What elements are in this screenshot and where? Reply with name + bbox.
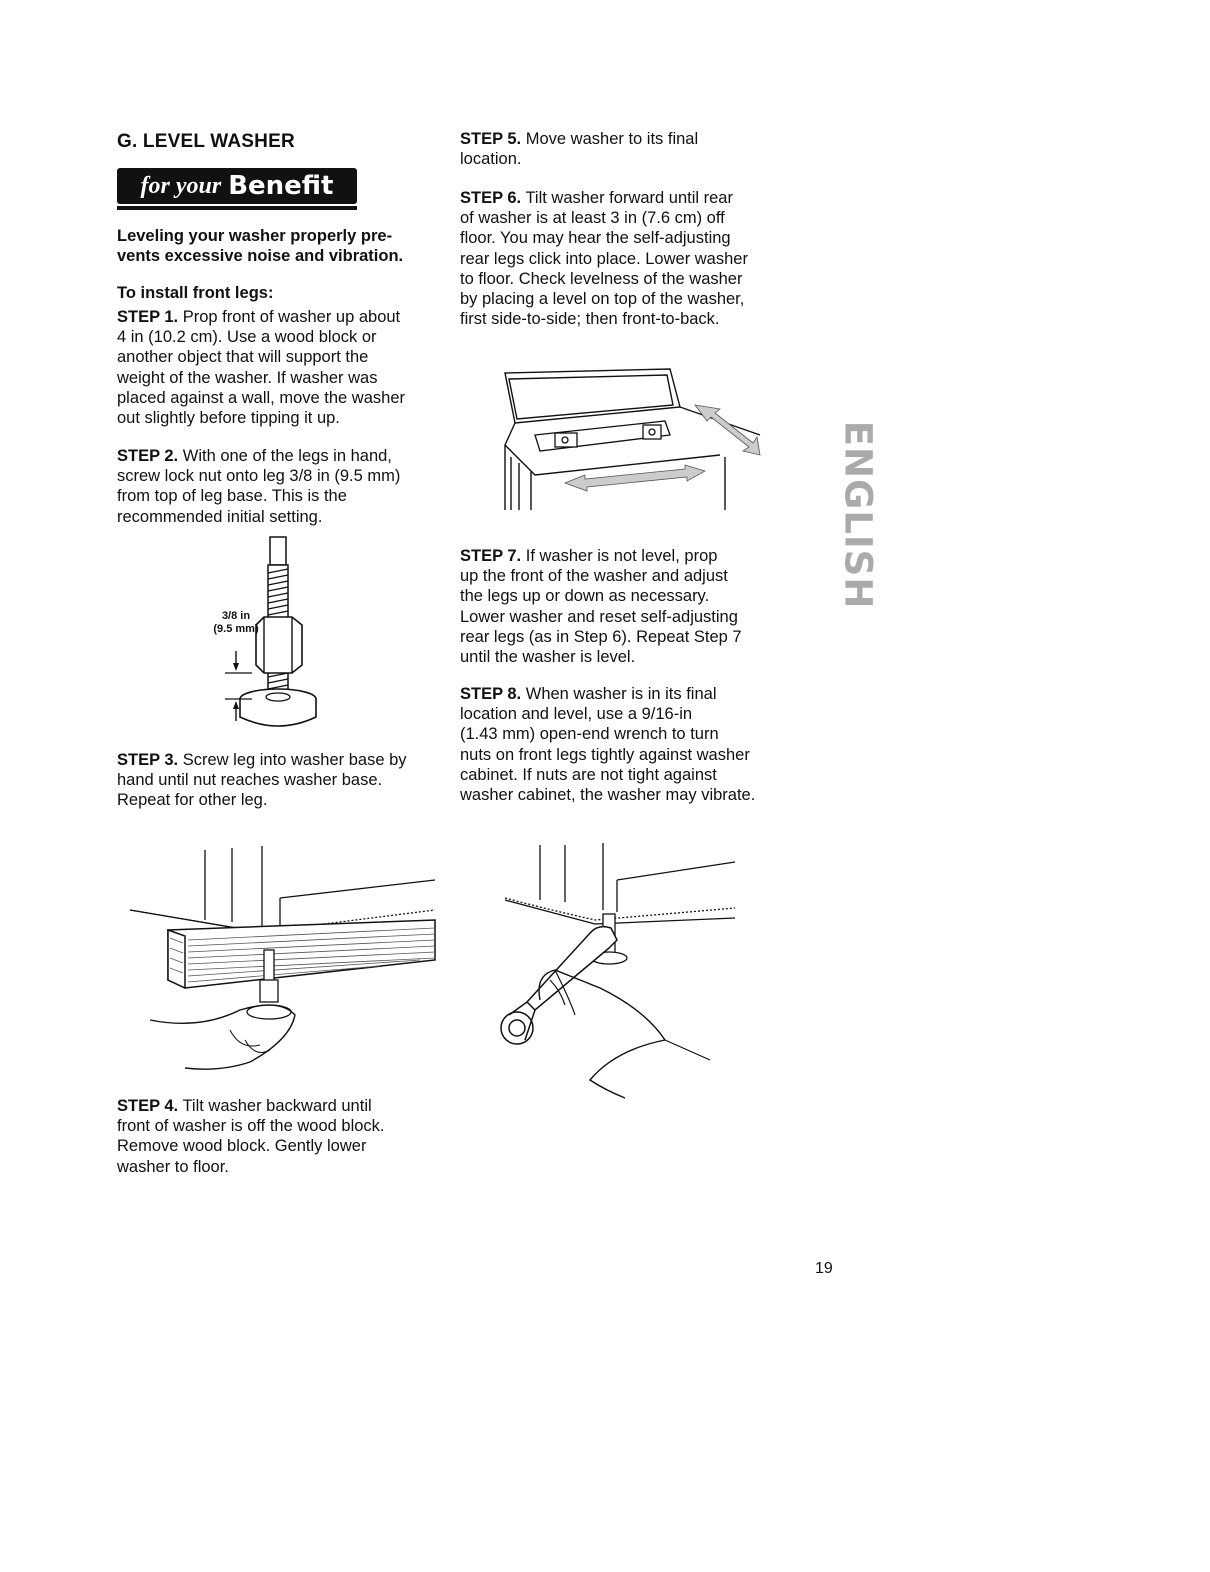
language-side-tab (836, 420, 880, 610)
step-label: STEP 6. (460, 189, 522, 207)
step-line: hand until nut reaches washer base. (117, 771, 383, 790)
step-1 (117, 307, 447, 428)
level-tool (535, 421, 670, 451)
step-line: front of washer is off the wood block. (117, 1117, 385, 1136)
step-line: location and level, use a 9/16-in (460, 705, 693, 724)
step-line: by placing a level on top of the washer, (460, 290, 745, 309)
step-line: 4 in (10.2 cm). Use a wood block or (117, 328, 377, 347)
step-label: STEP 5. (460, 130, 522, 148)
step-line: of washer is at least 3 in (7.6 cm) off (460, 209, 725, 228)
step-4 (117, 1096, 447, 1177)
step-line: nuts on front legs tightly against washer (460, 745, 750, 764)
step-line: cabinet. If nuts are not tight against (460, 765, 717, 784)
dimension-metric: (9.5 mm) (213, 623, 259, 635)
step-label: STEP 2. (117, 447, 179, 465)
dimension-imperial: 3/8 in (221, 610, 251, 622)
step-line: Repeat for other leg. (117, 791, 268, 810)
step-label: STEP 7. (460, 547, 522, 565)
wrench (501, 927, 617, 1044)
step-line: When washer is in its final (521, 685, 717, 703)
wood-block (168, 920, 435, 988)
leg-dimension-label (206, 610, 266, 636)
step-line: Tilt washer forward until rear (521, 189, 733, 207)
step-line: washer to floor. (117, 1157, 229, 1176)
logo-word: Benefit (228, 171, 334, 201)
step-label: STEP 4. (117, 1097, 179, 1115)
step-line: Remove wood block. Gently lower (117, 1137, 367, 1156)
step-line: washer cabinet, the washer may vibrate. (460, 786, 756, 805)
step-line: location. (460, 150, 522, 169)
step-line: (1.43 mm) open-end wrench to turn (460, 725, 719, 744)
step-line: screw lock nut onto leg 3/8 in (9.5 mm) (117, 467, 401, 486)
intro-line: vents excessive noise and vibration. (117, 247, 404, 265)
front-to-back-arrow (695, 405, 760, 455)
step-line: floor. You may hear the self-adjusting (460, 229, 731, 248)
step-label: STEP 1. (117, 308, 179, 326)
step-3 (117, 750, 447, 811)
page-number: 19 (815, 1260, 833, 1277)
step-line: the legs up or down as necessary. (460, 587, 710, 606)
step-line: rear legs (as in Step 6). Repeat Step 7 (460, 627, 742, 646)
step-6 (460, 188, 790, 329)
step-label: STEP 8. (460, 685, 522, 703)
step-line: recommended initial setting. (117, 507, 323, 526)
step-label: STEP 3. (117, 751, 179, 769)
logo-prefix: for your (140, 172, 222, 199)
step-2 (117, 446, 447, 527)
step-line: Move washer to its final (521, 130, 699, 148)
leg-top-stud (270, 537, 286, 565)
step-line: With one of the legs in hand, (178, 447, 392, 465)
step-line: Prop front of washer up about (178, 308, 401, 326)
washer-level-illustration (495, 365, 770, 515)
step-line: first side-to-side; then front-to-back. (460, 310, 720, 329)
step-line: rear legs click into place. Lower washer (460, 249, 748, 268)
step-8 (460, 684, 800, 805)
leg-base (240, 699, 316, 726)
wrench-illustration (495, 840, 745, 1100)
section-heading: G. LEVEL WASHER (117, 131, 295, 152)
step-line: to floor. Check levelness of the washer (460, 269, 743, 288)
step-line: another object that will support the (117, 348, 369, 367)
step-line: from top of leg base. This is the (117, 487, 347, 506)
step-line: until the washer is level. (460, 648, 636, 667)
step-7 (460, 546, 790, 667)
step-line: Tilt washer backward until (178, 1097, 372, 1115)
step-5 (460, 129, 790, 169)
step-line: weight of the washer. If washer was (117, 368, 378, 387)
side-tab-label: ENGLISH (836, 420, 880, 610)
step-line: If washer is not level, prop (521, 547, 718, 565)
step-line: Lower washer and reset self-adjusting (460, 607, 738, 626)
intro-line: Leveling your washer properly pre- (117, 227, 393, 245)
step-line: out slightly before tipping it up. (117, 409, 340, 428)
wood-block-illustration (130, 840, 440, 1080)
logo-underline (117, 206, 357, 210)
intro-text (117, 226, 447, 266)
step-line: placed against a wall, move the washer (117, 388, 405, 407)
subheading-front-legs: To install front legs: (117, 284, 274, 302)
step-line: up the front of the washer and adjust (460, 567, 728, 586)
step-line: Screw leg into washer base by (178, 751, 407, 769)
for-your-benefit-logo (117, 168, 357, 204)
